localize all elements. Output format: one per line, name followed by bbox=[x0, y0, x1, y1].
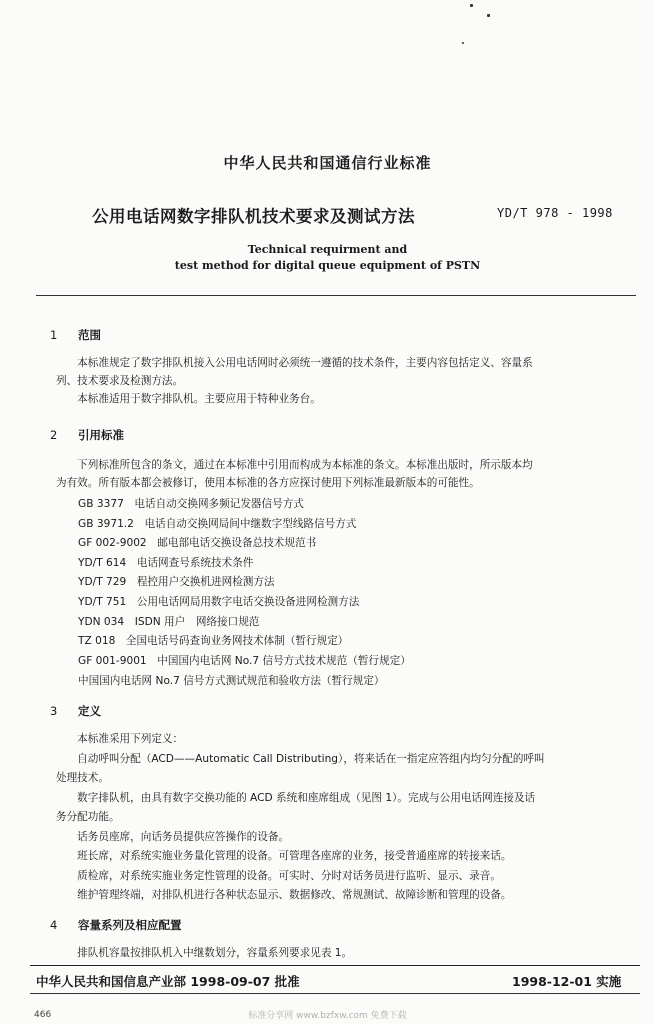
section-number: 2 bbox=[50, 428, 58, 442]
text-line: 自动呼叫分配（ACD——Automatic Call Distributing），将来话在一指定应答组内均匀分配的呼叫 bbox=[56, 752, 545, 765]
reference-item: GB 3971.2 电话自动交换网局间中继数字型线路信号方式 bbox=[78, 518, 357, 530]
text-line: 下列标准所包含的条文，通过在本标准中引用而构成为本标准的条文。本标准出版时，所示版本均 bbox=[56, 459, 533, 471]
scan-speck bbox=[487, 14, 490, 17]
header-rule bbox=[36, 295, 636, 296]
reference-item: YD/T 751 公用电话网局用数字电话交换设备进网检测方法 bbox=[78, 596, 360, 608]
text-line: 务分配功能。 bbox=[56, 811, 120, 823]
footer-rule bbox=[30, 965, 640, 966]
text-line: 维护管理终端，对排队机进行各种状态显示、数据修改、常规测试、故障诊断和管理的设备。 bbox=[56, 889, 512, 901]
reference-item: YD/T 729 程控用户交换机进网检测方法 bbox=[78, 576, 275, 588]
text-line: 数字排队机，由具有数字交换功能的 ACD 系统和座席组成（见图 1）。完成与公用电话网连接及话 bbox=[56, 791, 536, 804]
section-heading-4 bbox=[50, 917, 182, 933]
page-number: 466 bbox=[34, 1010, 52, 1020]
section-number: 4 bbox=[50, 918, 58, 932]
section-heading-2 bbox=[50, 427, 124, 443]
text-line: 处理技术。 bbox=[56, 772, 109, 784]
reference-item: 中国国内电话网 No.7 信号方式测试规范和验收方法（暂行规定） bbox=[78, 675, 385, 687]
section-title: 定义 bbox=[78, 704, 101, 718]
watermark-text: 标准分享网 www.bzfxw.com 免费下载 bbox=[248, 1011, 407, 1021]
section-title: 范围 bbox=[78, 328, 101, 342]
text-line: 本标准适用于数字排队机。主要应用于特种业务台。 bbox=[56, 393, 321, 405]
text-line: 班长席，对系统实施业务量化管理的设备。可管理各座席的业务，接受普通座席的转接来话。 bbox=[56, 850, 512, 862]
standard-category: 中华人民共和国通信行业标准 bbox=[223, 154, 432, 172]
text-line: 质检席，对系统实施业务定性管理的设备。可实时、分时对话务员进行监听、显示、录音。 bbox=[56, 869, 501, 882]
reference-item: GF 001-9001 中国国内电话网 No.7 信号方式技术规范（暂行规定） bbox=[78, 655, 411, 667]
scan-speck bbox=[470, 4, 473, 7]
document-title-en-line1: Technical requirment and bbox=[247, 243, 408, 256]
section-heading-3 bbox=[50, 703, 101, 719]
section-heading-1 bbox=[50, 327, 101, 343]
implementation-date: 1998-12-01 实施 bbox=[512, 974, 622, 989]
reference-item: GF 002-9002 邮电部电话交换设备总技术规范书 bbox=[78, 537, 317, 549]
section-title: 引用标准 bbox=[78, 428, 124, 442]
text-line: 排队机容量按排队机入中继数划分，容量系列要求见表 1。 bbox=[56, 947, 353, 959]
section-2-body bbox=[56, 456, 626, 492]
section-title: 容量系列及相应配置 bbox=[78, 918, 182, 932]
reference-item: GB 3377 电话自动交换网多频记发器信号方式 bbox=[78, 498, 304, 510]
text-line: 话务员座席，向话务员提供应答操作的设备。 bbox=[56, 830, 290, 843]
document-title-cn: 公用电话网数字排队机技术要求及测试方法 bbox=[92, 207, 415, 226]
scan-speck bbox=[462, 42, 464, 44]
section-4-body bbox=[56, 944, 626, 962]
footer-bottom-rule bbox=[30, 993, 640, 994]
reference-item: YD/T 614 电话网查号系统技术条件 bbox=[78, 557, 254, 569]
section-number: 3 bbox=[50, 704, 58, 718]
text-line: 本标准采用下列定义： bbox=[56, 733, 184, 745]
text-line: 本标准规定了数字排队机接入公用电话网时必须统一遵循的技术条件，主要内容包括定义、容量系 bbox=[56, 357, 533, 369]
document-title-en-line2: test method for digital queue equipment of PSTN bbox=[174, 259, 481, 272]
text-line: 为有效。所有版本都会被修订，使用本标准的各方应探讨使用下列标准最新版本的可能性。 bbox=[56, 477, 480, 489]
section-3-body bbox=[56, 730, 626, 906]
text-line: 列、技术要求及检测方法。 bbox=[56, 375, 184, 387]
document-number: YD/T 978 - 1998 bbox=[497, 206, 613, 220]
reference-item: YDN 034 ISDN 用户 网络接口规范 bbox=[78, 616, 260, 628]
section-1-body bbox=[56, 354, 626, 408]
section-number: 1 bbox=[50, 328, 58, 342]
reference-item: TZ 018 全国电话号码查询业务网技术体制（暂行规定） bbox=[78, 635, 349, 647]
approval-statement: 中华人民共和国信息产业部 1998-09-07 批准 bbox=[36, 974, 300, 989]
